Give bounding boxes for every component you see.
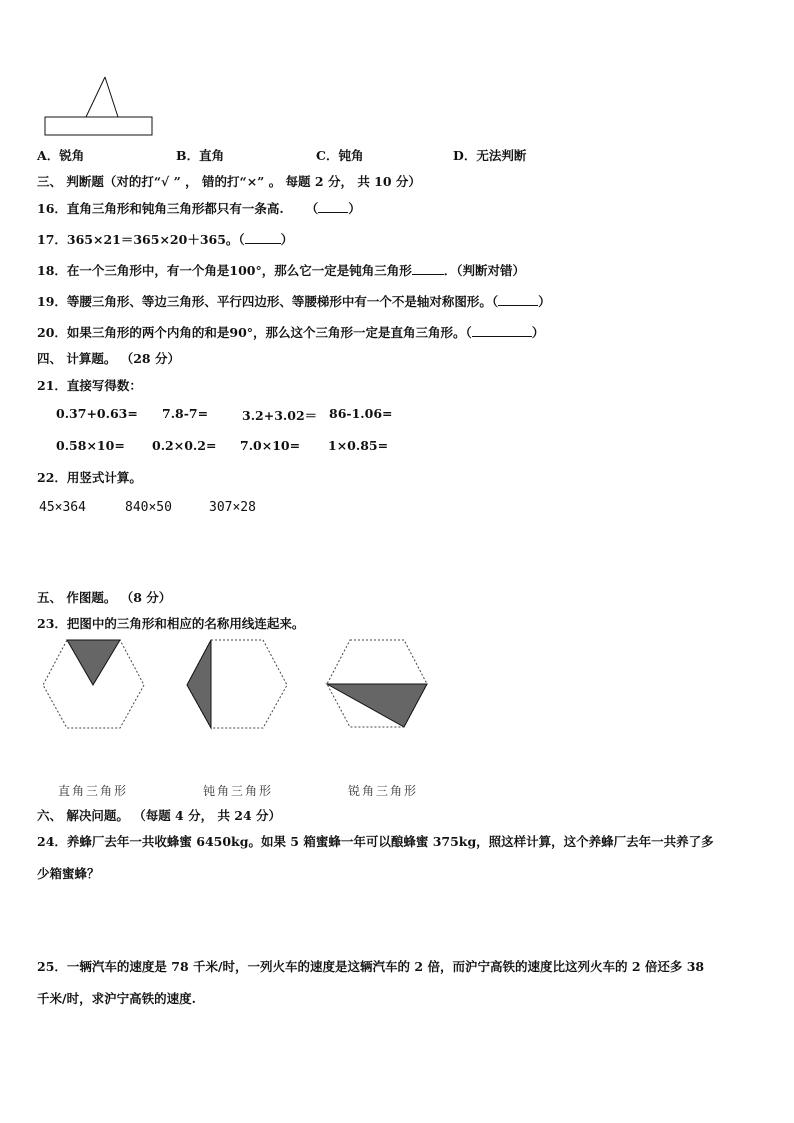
question-16-text: 16．直角三角形和钝角三角形都只有一条高.	[37, 201, 284, 216]
triangle-shaded-1	[67, 640, 120, 685]
mental-calc-7: 7.0×10=	[240, 438, 301, 453]
question-18	[37, 261, 525, 279]
question-16-paren-close: ）	[348, 201, 361, 216]
vertical-calc-2: 840×50	[125, 500, 172, 515]
answer-blank-19[interactable]	[498, 293, 538, 306]
question-16	[37, 199, 361, 217]
section5-header: 五、 作图题。 （8 分）	[37, 590, 172, 605]
question-18-tail: ．（判断对错）	[443, 263, 526, 278]
question-25-line2: 千米/时，求沪宁高铁的速度.	[37, 991, 196, 1006]
question-16-paren-open: （	[305, 201, 319, 216]
mental-calc-2: 7.8-7=	[162, 406, 209, 421]
question-24-line1: 24．养蜂厂去年一共收蜂蜜 6450kg。如果 5 箱蜜蜂一年可以酿蜂蜜 375kg，照这样计算，这个养蜂厂去年一共养了多	[37, 834, 714, 849]
hexagon-figure-3	[325, 638, 435, 733]
answer-blank-17[interactable]	[245, 231, 281, 244]
section3-header: 三、 判断题（对的打“√ ” ， 错的打“×” 。 每题 2 分， 共 10 分）	[37, 174, 421, 189]
triangle-shaded-2	[187, 640, 211, 728]
mental-calc-4: 86-1.06=	[329, 406, 393, 421]
question-17	[37, 230, 293, 248]
question-19-close: ）	[538, 294, 551, 309]
question-18-text: 18．在一个三角形中，有一个角是100°，那么它一定是钝角三角形	[37, 263, 412, 278]
angle-figure	[40, 72, 160, 142]
answer-blank-20[interactable]	[472, 324, 532, 337]
angle-right-ray	[105, 77, 118, 117]
mental-calc-1: 0.37+0.63=	[56, 406, 138, 421]
option-d: D．无法判断	[453, 148, 527, 163]
vertical-calc-1: 45×364	[39, 500, 86, 515]
answer-blank-18[interactable]	[412, 262, 444, 275]
name-right-triangle: 直角三角形	[58, 784, 129, 798]
mental-calc-6: 0.2×0.2=	[152, 438, 217, 453]
mental-calc-8: 1×0.85=	[328, 438, 389, 453]
figure-base-rectangle	[45, 117, 152, 135]
question-20-text: 20．如果三角形的两个内角的和是90°，那么这个三角形一定是直角三角形。（	[37, 325, 472, 340]
question-20	[37, 323, 544, 341]
question-25-line1: 25．一辆汽车的速度是 78 千米/时，一列火车的速度是这辆汽车的 2 倍，而沪宁高铁的速度比这列火车的 2 倍还多 38	[37, 959, 705, 974]
question-17-text: 17．365×21＝365×20＋365。（	[37, 232, 245, 247]
vertical-calc-3: 307×28	[209, 500, 256, 515]
mental-calc-3: 3.2+3.02＝	[242, 408, 318, 423]
section4-header: 四、 计算题。 （28 分）	[37, 351, 180, 366]
question-24-line2: 少箱蜜蜂？	[37, 866, 100, 881]
name-acute-triangle: 锐角三角形	[348, 784, 419, 798]
option-b: B．直角	[176, 148, 225, 163]
triangle-shaded-3	[327, 684, 427, 727]
answer-blank-16[interactable]	[318, 200, 348, 213]
question-19	[37, 292, 551, 310]
mental-calc-5: 0.58×10=	[56, 438, 125, 453]
question-19-text: 19．等腰三角形、等边三角形、平行四边形、等腰梯形中有一个不是轴对称图形。（	[37, 294, 499, 309]
angle-left-ray	[86, 77, 105, 117]
question-21: 21．直接写得数：	[37, 378, 142, 393]
hexagon-figure-2	[183, 638, 293, 733]
name-obtuse-triangle: 钝角三角形	[203, 784, 274, 798]
option-c: C．钝角	[316, 148, 364, 163]
question-17-close: ）	[280, 232, 294, 247]
option-a: A．锐角	[37, 148, 85, 163]
question-20-close: ）	[531, 325, 545, 340]
question-23: 23．把图中的三角形和相应的名称用线连起来。	[37, 616, 305, 631]
question-22: 22．用竖式计算。	[37, 470, 142, 485]
section6-header: 六、 解决问题。 （每题 4 分， 共 24 分）	[37, 808, 282, 823]
hexagon-figure-1	[40, 638, 150, 733]
